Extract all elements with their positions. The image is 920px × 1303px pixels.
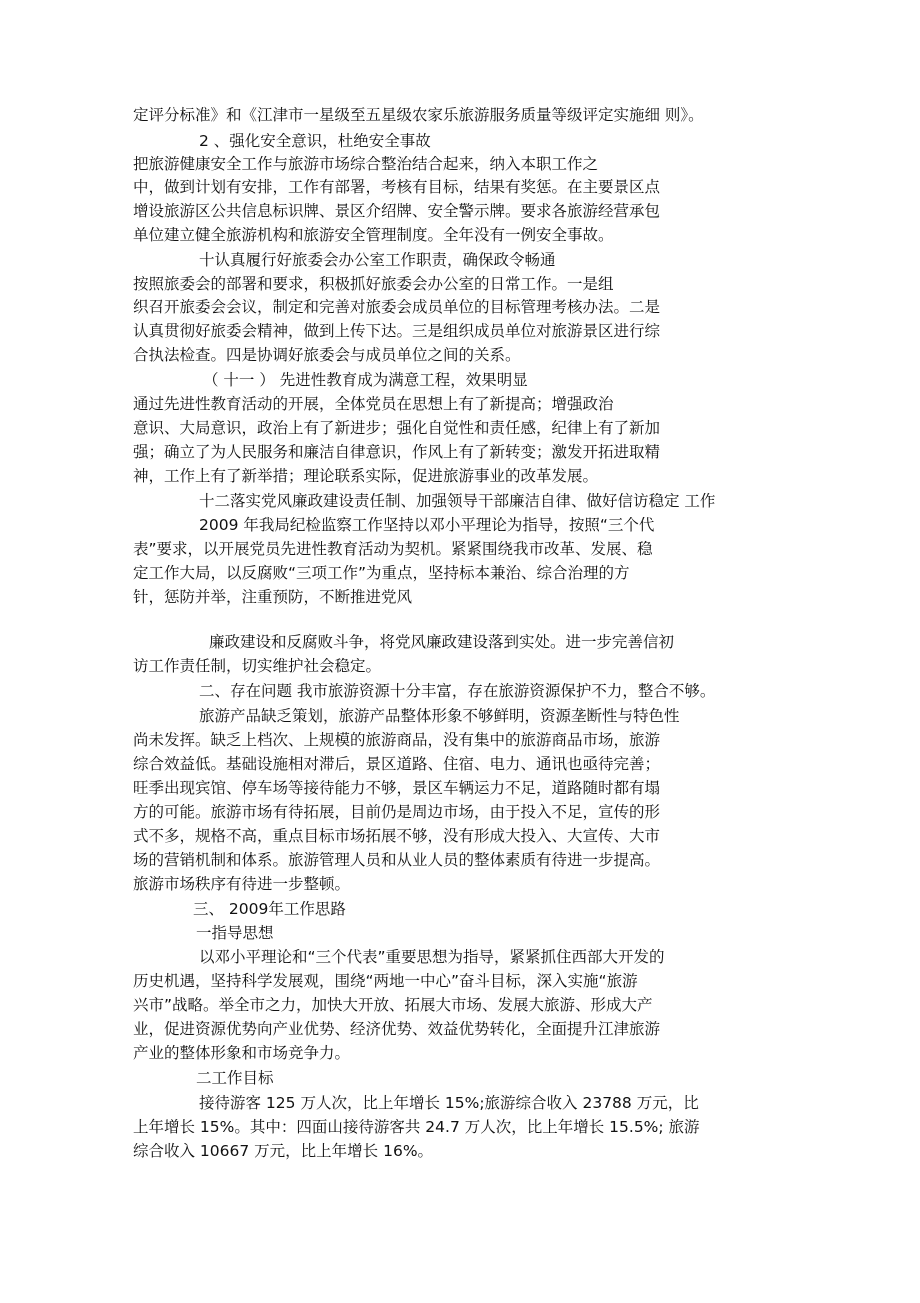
text-line: 强；确立了为人民服务和廉洁自律意识，作风上有了新转变；激发开拓进取精	[133, 443, 661, 461]
text-line: 业，促进资源优势向产业优势、经济优势、效益优势转化，全面提升江津旅游	[133, 1020, 661, 1038]
text-line: 尚未发挥。缺乏上档次、上规模的旅游商品，没有集中的旅游商品市场，旅游	[133, 731, 661, 749]
text-line: 合执法检查。四是协调好旅委会与成员单位之间的关系。	[133, 346, 521, 364]
text-line: 旅游产品缺乏策划，旅游产品整体形象不够鲜明，资源垄断性与特色性	[199, 707, 680, 725]
text-line: 通过先进性教育活动的开展，全体党员在思想上有了新提高；增强政治	[133, 395, 614, 413]
text-line: 接待游客 125 万人次，比上年增长 15%;旅游综合收入 23788 万元，比	[199, 1094, 699, 1112]
text-line: 以邓小平理论和“三个代表”重要思想为指导，紧紧抓住西部大开发的	[199, 948, 665, 966]
text-line: 单位建立健全旅游机构和旅游安全管理制度。全年没有一例安全事故。	[133, 226, 614, 244]
text-line: 针，惩防并举，注重预防，不断推进党风	[133, 588, 413, 606]
text-line: 产业的整体形象和市场竞争力。	[133, 1044, 351, 1062]
text-line: 意识、大局意识，政治上有了新进步；强化自觉性和责任感，纪律上有了新加	[133, 419, 661, 437]
text-line: 表”要求，以开展党员先进性教育活动为契机。紧紧围绕我市改革、发展、稳	[133, 540, 653, 558]
section-heading: 一指导思想	[196, 924, 274, 942]
text-line: 认真贯彻好旅委会精神，做到上传下达。三是组织成员单位对旅游景区进行综	[133, 322, 661, 340]
text-line: 织召开旅委会会议，制定和完善对旅委会成员单位的目标管理考核办法。二是	[133, 298, 661, 316]
text-line: 把旅游健康安全工作与旅游市场综合整治结合起来，纳入本职工作之	[133, 155, 599, 173]
text-line: 方的可能。旅游市场有待拓展，目前仍是周边市场，由于投入不足，宣传的形	[133, 803, 661, 821]
text-line: 历史机遇，坚持科学发展观，围绕“两地一中心”奋斗目标，深入实施“旅游	[133, 972, 638, 990]
text-line: 综合效益低。基础设施相对滞后，景区道路、住宿、电力、通讯也亟待完善；	[133, 755, 661, 773]
section-heading: 二、存在问题 我市旅游资源十分丰富，存在旅游资源保护不力，整合不够。	[199, 682, 716, 700]
text-line: 廉政建设和反腐败斗争，将党风廉政建设落到实处。进一步完善信初	[209, 633, 675, 651]
text-line: 兴市”战略。举全市之力，加快大开放、拓展大市场、发展大旅游、形成大产	[133, 996, 653, 1014]
text-line: 定评分标准》和《江津市一星级至五星级农家乐旅游服务质量等级评定实施细 则》。	[133, 106, 704, 124]
text-line: 上年增长 15%。其中：四面山接待游客共 24.7 万人次，比上年增长 15.5%; 旅游	[133, 1118, 700, 1136]
section-heading: 十二落实党风廉政建设责任制、加强领导干部廉洁自律、做好信访稳定 工作	[199, 492, 716, 510]
text-line: 按照旅委会的部署和要求，积极抓好旅委会办公室的日常工作。一是组	[133, 275, 614, 293]
text-line: 神，工作上有了新举措；理论联系实际，促进旅游事业的改革发展。	[133, 467, 599, 485]
text-line: 综合收入 10667 万元，比上年增长 16%。	[133, 1142, 434, 1160]
section-heading: 十认真履行好旅委会办公室工作职责，确保政令畅通	[199, 251, 556, 269]
text-line: 访工作责任制，切实维护社会稳定。	[133, 657, 382, 675]
section-heading: 三、 2009年工作思路	[193, 900, 346, 918]
text-line: 场的营销机制和体系。旅游管理人员和从业人员的整体素质有待进一步提高。	[133, 851, 661, 869]
text-line: 式不多，规格不高，重点目标市场拓展不够，没有形成大投入、大宣传、大市	[133, 827, 661, 845]
section-heading: （ 十一 ） 先进性教育成为满意工程，效果明显	[203, 371, 528, 389]
section-heading: 二工作目标	[196, 1069, 274, 1087]
section-heading: 2 、强化安全意识，杜绝安全事故	[199, 132, 431, 150]
text-line: 增设旅游区公共信息标识牌、景区介绍牌、安全警示牌。要求各旅游经营承包	[133, 202, 661, 220]
text-line: 定工作大局，以反腐败“三项工作”为重点，坚持标本兼治、综合治理的方	[133, 564, 630, 582]
text-line: 旅游市场秩序有待进一步整顿。	[133, 875, 351, 893]
text-line: 旺季出现宾馆、停车场等接待能力不够，景区车辆运力不足，道路随时都有塌	[133, 779, 661, 797]
text-line: 中，做到计划有安排，工作有部署，考核有目标，结果有奖惩。在主要景区点	[133, 178, 661, 196]
text-line: 2009 年我局纪检监察工作坚持以邓小平理论为指导，按照“三个代	[199, 516, 655, 534]
